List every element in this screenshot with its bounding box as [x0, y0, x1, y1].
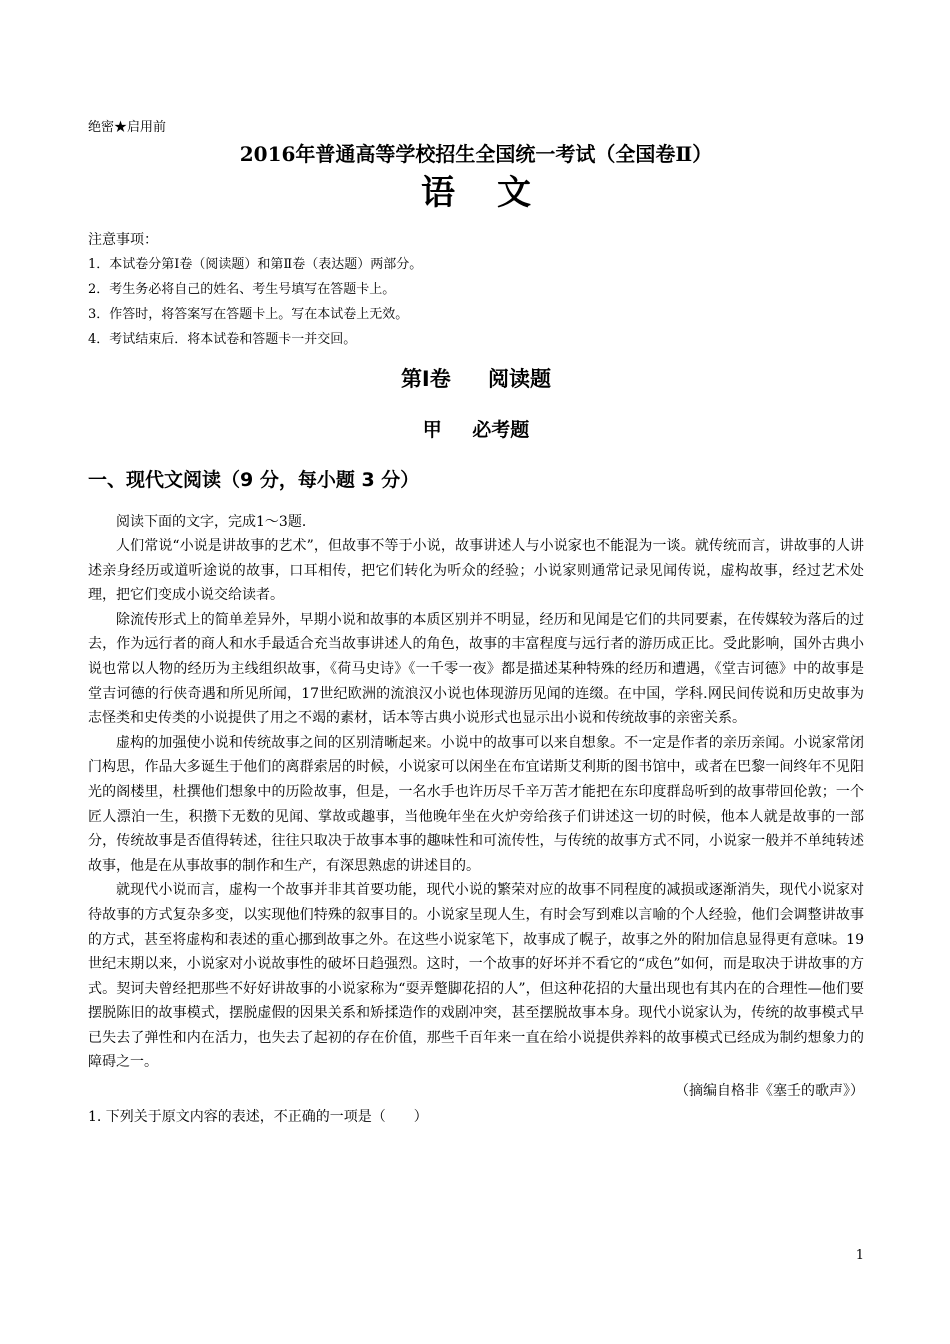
notice-item: 4．考试结束后．将本试卷和答题卡一并交回。	[88, 332, 357, 347]
part-heading: 一、现代文阅读（9 分，每小题 3 分）	[88, 469, 420, 491]
notice-item: 1．本试卷分第Ⅰ卷（阅读题）和第Ⅱ卷（表达题）两部分。	[88, 257, 423, 272]
reading-passage	[88, 534, 864, 1075]
passage-paragraph: 人们常说“小说是讲故事的艺术”，但故事不等于小说，故事讲述人与小说家也不能混为一谈。就传统而言，讲故事的人讲述亲身经历或道听途说的故事，口耳相传，把它们转化为听众的经验；小说家则通常记录见闻传说，虚构故事，经过艺术处理，把它们变成小说交给读者。	[88, 538, 864, 604]
page-number: 1	[855, 1248, 864, 1263]
notice-item: 3．作答时，将答案写在答题卡上。写在本试卷上无效。	[88, 307, 409, 322]
reading-instruction: 阅读下面的文字，完成1～3题．	[116, 514, 316, 530]
subject-title: 语文	[421, 173, 573, 213]
notice-title: 注意事项：	[88, 232, 158, 248]
question-1: 1. 下列关于原文内容的表述，不正确的一项是（ ）	[88, 1109, 428, 1126]
passage-paragraph: 就现代小说而言，虚构一个故事并非其首要功能，现代小说的繁荣对应的故事不同程度的减损或逐渐消失，现代小说家对待故事的方式复杂多变，以实现他们特殊的叙事目的。小说家呈现人生，有时会写到难以言喻的个人经验，他们会调整讲故事的方式，甚至将虚构和表述的重心挪到故事之外。在这些小说家笔下，故事成了幌子，故事之外的附加信息显得更有意味。19世纪末期以来，小说家对小说故事性的破坏日趋强烈。这时，一个故事的好坏并不看它的“成色”如何，而是取决于讲故事的方式。契诃夫曾经把那些不好好讲故事的小说家称为“耍弄蹩脚花招的人”，但这种花招的大量出现也有其内在的合理性—他们要摆脱陈旧的故事模式，摆脱虚假的因果关系和矫揉造作的戏剧冲突，甚至摆脱故事本身。现代小说家认为，传统的故事模式早已失去了弹性和内在活力，也失去了起初的存在价值，那些千百年来一直在给小说提供养料的故事模式已经成为制约想象力的障碍之一。	[88, 882, 864, 1071]
exam-title: 2016年普通高等学校招生全国统一考试（全国卷Ⅱ）	[239, 142, 713, 166]
section-title: 第Ⅰ卷 阅读题	[400, 367, 552, 391]
passage-paragraph: 虚构的加强使小说和传统故事之间的区别清晰起来。小说中的故事可以来自想象。不一定是作者的亲历亲闻。小说家常闭门构思，作品大多诞生于他们的离群索居的时候，小说家可以闲坐在布宜诺斯艾利斯的图书馆中，或者在巴黎一间终年不见阳光的阁楼里，杜撰他们想象中的历险故事，但是，一名水手也许历尽千辛万苦才能把在东印度群岛听到的故事带回伦敦；一个匠人漂泊一生，积攒下无数的见闻、掌故或趣事，当他晚年坐在火炉旁给孩子们讲述这一切的时候，他本人就是故事的一部分，传统故事是否值得转述，往往只取决于故事本事的趣味性和可流传性，与传统的故事方式不同，小说家一般并不单纯转述故事，他是在从事故事的制作和生产，有深思熟虑的讲述目的。	[88, 734, 864, 874]
notice-item: 2．考生务必将自己的姓名、考生号填写在答题卡上。	[88, 282, 396, 297]
subsection-title: 甲 必考题	[422, 419, 530, 441]
notice-list	[88, 252, 864, 352]
passage-paragraph: 除流传形式上的简单差异外，早期小说和故事的本质区别并不明显，经历和见闻是它们的共同要素，在传媒较为落后的过去，作为远行者的商人和水手最适合充当故事讲述人的角色，故事的丰富程度与远行者的游历成正比。受此影响，国外古典小说也常以人物的经历为主线组织故事，《荷马史诗》《一千零一夜》都是描述某种特殊的经历和遭遇，《堂吉诃德》中的故事是堂吉诃德的行侠奇遇和所见所闻，17世纪欧洲的流浪汉小说也体现游历见闻的连缀。在中国，学科.网民间传说和历史故事为志怪类和史传类的小说提供了用之不竭的素材，话本等古典小说形式也显示出小说和传统故事的亲密关系。	[88, 611, 864, 727]
passage-source: （摘编自格非《塞壬的歌声》）	[675, 1083, 864, 1100]
confidential-label: 绝密★启用前	[88, 120, 167, 135]
exam-page	[88, 118, 864, 1129]
